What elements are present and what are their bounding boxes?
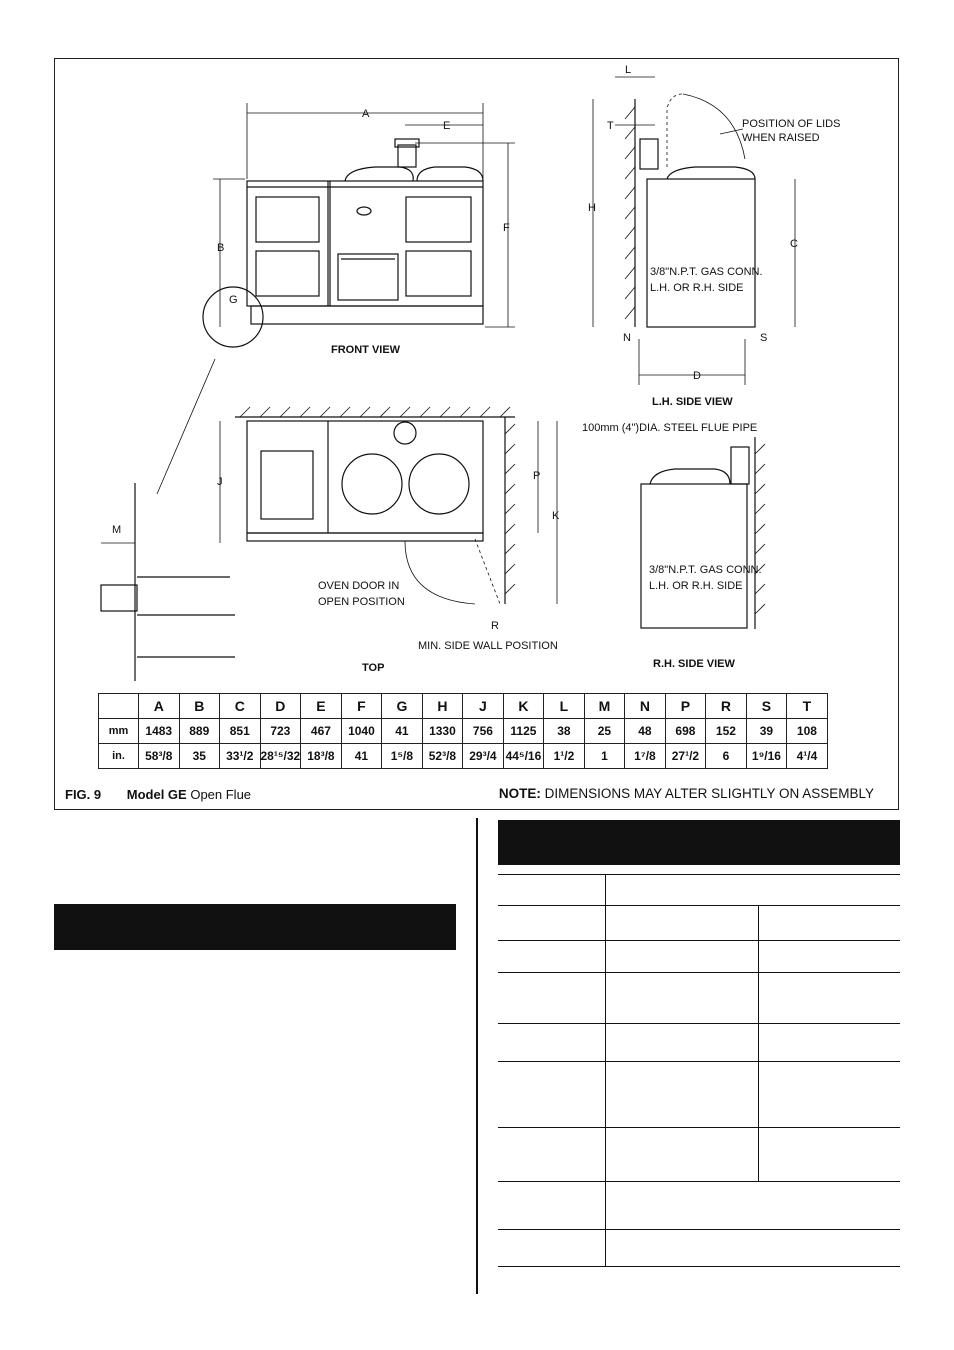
lids-raised-label-line2: WHEN RAISED [742,132,820,144]
value-cell: 723 [260,719,301,744]
value-cell: 1 [584,744,625,769]
value-cell: 889 [179,719,220,744]
header-cell: R [706,694,747,719]
spec-cell [758,973,900,1024]
m-detail-drawing [101,483,235,681]
figure-caption [65,787,251,802]
spec-cell [498,1182,605,1230]
figure-note [499,786,874,801]
spec-cell [758,906,900,941]
flue-pipe-label: 100mm (4")DIA. STEEL FLUE PIPE [582,422,758,434]
value-cell: 4¹/4 [787,744,828,769]
lh-gas-conn-label-line2: L.H. OR R.H. SIDE [650,282,744,294]
spec-cell [605,1024,758,1062]
header-cell: P [665,694,706,719]
dim-label-d: D [693,370,701,382]
spec-row [498,941,900,973]
spec-row [498,1062,900,1128]
dim-label-r: R [491,620,499,632]
value-cell: 29³/4 [463,744,504,769]
spec-cell [498,1062,605,1128]
dim-label-n: N [623,332,631,344]
spec-cell [605,941,758,973]
spec-cell [498,1128,605,1182]
spec-row [498,906,900,941]
header-cell: M [584,694,625,719]
spec-row [498,1230,900,1267]
value-cell: 1330 [422,719,463,744]
value-cell: 41 [382,719,423,744]
value-cell: 48 [625,719,666,744]
header-blank-cell [99,694,139,719]
spec-cell [758,941,900,973]
dim-label-m: M [112,524,122,536]
lh-side-view-label: L.H. SIDE VIEW [652,396,733,408]
value-cell: 1483 [139,719,180,744]
value-cell: 41 [341,744,382,769]
header-cell: E [301,694,342,719]
spec-cell [498,906,605,941]
value-cell: 25 [584,719,625,744]
dim-label-c: C [790,238,798,250]
oven-door-label-line1: OVEN DOOR IN [318,580,400,592]
dim-label-l: L [625,64,632,76]
min-side-wall-label: MIN. SIDE WALL POSITION [418,640,558,652]
value-cell: 756 [463,719,504,744]
spec-cell [758,1128,900,1182]
header-cell: N [625,694,666,719]
value-cell: 1040 [341,719,382,744]
spec-cell [605,1182,900,1230]
note-text: DIMENSIONS MAY ALTER SLIGHTLY ON ASSEMBLY [544,786,874,801]
flue-type: Open Flue [190,787,252,802]
spec-cell [498,875,605,906]
spec-row [498,1128,900,1182]
value-cell: 44⁵/16 [503,744,544,769]
spec-cell [605,906,758,941]
dim-label-k: K [552,510,560,522]
value-cell: 467 [301,719,342,744]
header-cell: C [220,694,261,719]
dimensions-table [98,693,828,769]
value-cell: 698 [665,719,706,744]
column-divider [476,818,478,1294]
spec-cell [758,1062,900,1128]
spec-cell [605,875,900,906]
header-cell: K [503,694,544,719]
header-cell: H [422,694,463,719]
value-cell: 152 [706,719,747,744]
dim-label-g: G [229,294,238,306]
value-cell: 108 [787,719,828,744]
header-cell: L [544,694,585,719]
value-cell: 18³/8 [301,744,342,769]
value-cell: 52³/8 [422,744,463,769]
unit-cell: mm [99,719,139,744]
dim-label-p: P [533,470,541,482]
dim-label-f: F [503,222,510,234]
value-cell: 39 [746,719,787,744]
dim-label-t: T [607,120,614,132]
value-cell: 1125 [503,719,544,744]
dimensions-mm-row [99,719,828,744]
spec-row [498,1182,900,1230]
spec-cell [498,941,605,973]
dim-label-h: H [588,202,596,214]
spec-cell [605,1230,900,1267]
value-cell: 6 [706,744,747,769]
spec-cell [605,1128,758,1182]
specification-table [498,874,900,1267]
spec-row [498,973,900,1024]
value-cell: 1⁷/8 [625,744,666,769]
spec-cell [498,1230,605,1267]
top-view-label: TOP [362,662,385,674]
spec-cell [605,973,758,1024]
header-cell: A [139,694,180,719]
dim-label-b: B [217,242,225,254]
header-cell: G [382,694,423,719]
unit-cell: in. [99,744,139,769]
front-view-label: FRONT VIEW [331,344,401,356]
spec-cell [498,973,605,1024]
value-cell: 38 [544,719,585,744]
oven-door-label-line2: OPEN POSITION [318,596,405,608]
rh-side-view-label: R.H. SIDE VIEW [653,658,735,670]
dimensions-inch-row [99,744,828,769]
dim-label-j: J [217,476,223,488]
value-cell: 1⁵/8 [382,744,423,769]
front-view-drawing [203,103,515,356]
value-cell: 1¹/2 [544,744,585,769]
header-cell: J [463,694,504,719]
header-cell: F [341,694,382,719]
header-cell: D [260,694,301,719]
lids-raised-label-line1: POSITION OF LIDS [742,118,841,130]
note-label: NOTE: [498,786,541,801]
spec-cell [605,1062,758,1128]
value-cell: 33¹/2 [220,744,261,769]
dim-label-e: E [443,120,451,132]
dim-label-s: S [760,332,768,344]
header-cell: S [746,694,787,719]
spec-cell [498,1024,605,1062]
rh-gas-conn-label-line1: 3/8"N.P.T. GAS CONN. [649,564,762,576]
value-cell: 27¹/2 [665,744,706,769]
value-cell: 35 [179,744,220,769]
model-name: Model GE [126,787,187,802]
right-section-heading-bar [498,820,900,865]
dim-label-a: A [362,108,370,120]
top-view-drawing [217,407,560,674]
spec-row [498,1024,900,1062]
figure-number: FIG. 9 [65,787,102,802]
header-cell: B [179,694,220,719]
value-cell: 28¹⁵/32 [260,744,301,769]
left-section-heading-bar [54,904,456,950]
dimensions-header-row [99,694,828,719]
rh-gas-conn-label-line2: L.H. OR R.H. SIDE [649,580,743,592]
rh-side-view-drawing [582,422,765,670]
header-cell: T [787,694,828,719]
lh-gas-conn-label-line1: 3/8"N.P.T. GAS CONN. [650,266,763,278]
value-cell: 1⁹/16 [746,744,787,769]
spec-row [498,875,900,906]
spec-cell [758,1024,900,1062]
value-cell: 58³/8 [139,744,180,769]
lh-side-view-drawing [588,64,840,408]
value-cell: 851 [220,719,261,744]
